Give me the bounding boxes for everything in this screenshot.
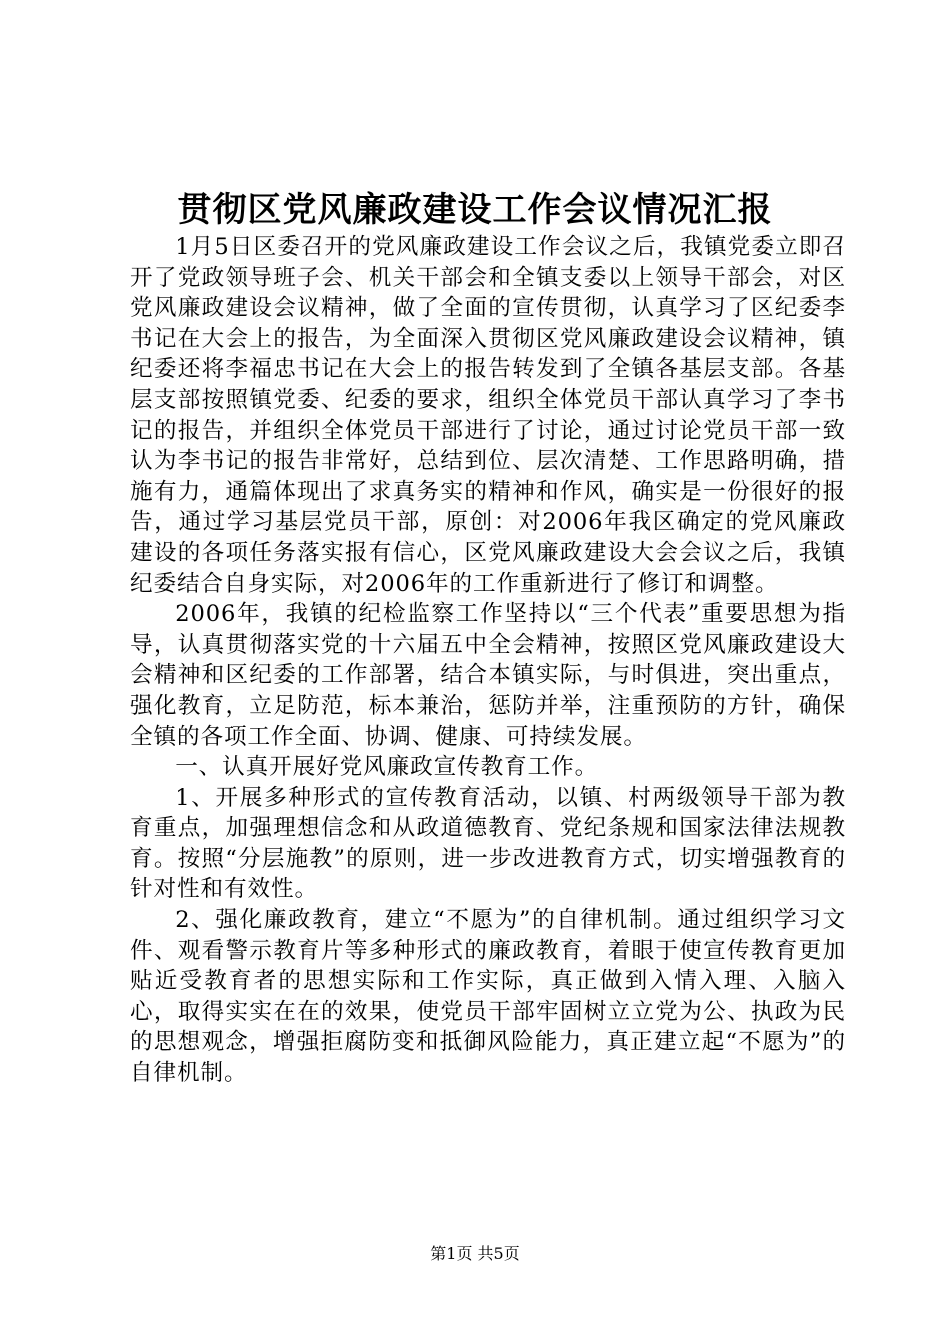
paragraph: 1、开展多种形式的宣传教育活动，以镇、村两级领导干部为教育重点，加强理想信念和从政道德教育、党纪条规和国家法律法规教育。按照“分层施教”的原则，进一步改进教育方式，切实增强教育的针对性和有效性。 <box>130 784 846 903</box>
paragraph: 2006年，我镇的纪检监察工作坚持以“三个代表”重要思想为指导，认真贯彻落实党的十六届五中全会精神，按照区党风廉政建设大会精神和区纪委的工作部署，结合本镇实际，与时俱进，突出重点，强化教育，立足防范，标本兼治，惩防并举，注重预防的方针，确保全镇的各项工作全面、协调、健康、可持续发展。 <box>130 601 846 750</box>
document-body <box>130 232 846 1089</box>
paragraph: 1月5日区委召开的党风廉政建设工作会议之后，我镇党委立即召开了党政领导班子会、机关干部会和全镇支委以上领导干部会，对区党风廉政建设会议精神，做了全面的宣传贯彻，认真学习了区纪委李书记在大会上的报告，为全面深入贯彻区党风廉政建设会议精神，镇纪委还将李福忠书记在大会上的报告转发到了全镇各基层支部。各基层支部按照镇党委、纪委的要求，组织全体党员干部认真学习了李书记的报告，并组织全体党员干部进行了讨论，通过讨论党员干部一致认为李书记的报告非常好，总结到位、层次清楚、工作思路明确，措施有力，通篇体现出了求真务实的精神和作风，确实是一份很好的报告，通过学习基层党员干部，原创：对2006年我区确定的党风廉政建设的各项任务落实报有信心，区党风廉政建设大会会议之后，我镇纪委结合自身实际，对2006年的工作重新进行了修订和调整。 <box>130 234 846 597</box>
document-title: 贯彻区党风廉政建设工作会议情况汇报 <box>177 190 773 230</box>
paragraph: 2、强化廉政教育，建立“不愿为”的自律机制。通过组织学习文件、观看警示教育片等多种形式的廉政教育，着眼于使宣传教育更加贴近受教育者的思想实际和工作实际，真正做到入情入理、入脑入心，取得实实在在的效果，使党员干部牢固树立立党为公、执政为民的思想观念，增强拒腐防变和抵御风险能力，真正建立起“不愿为”的自律机制。 <box>130 907 846 1087</box>
section-heading: 一、认真开展好党风廉政宣传教育工作。 <box>175 754 599 781</box>
page-footer: 第1页 共5页 <box>430 1244 520 1263</box>
